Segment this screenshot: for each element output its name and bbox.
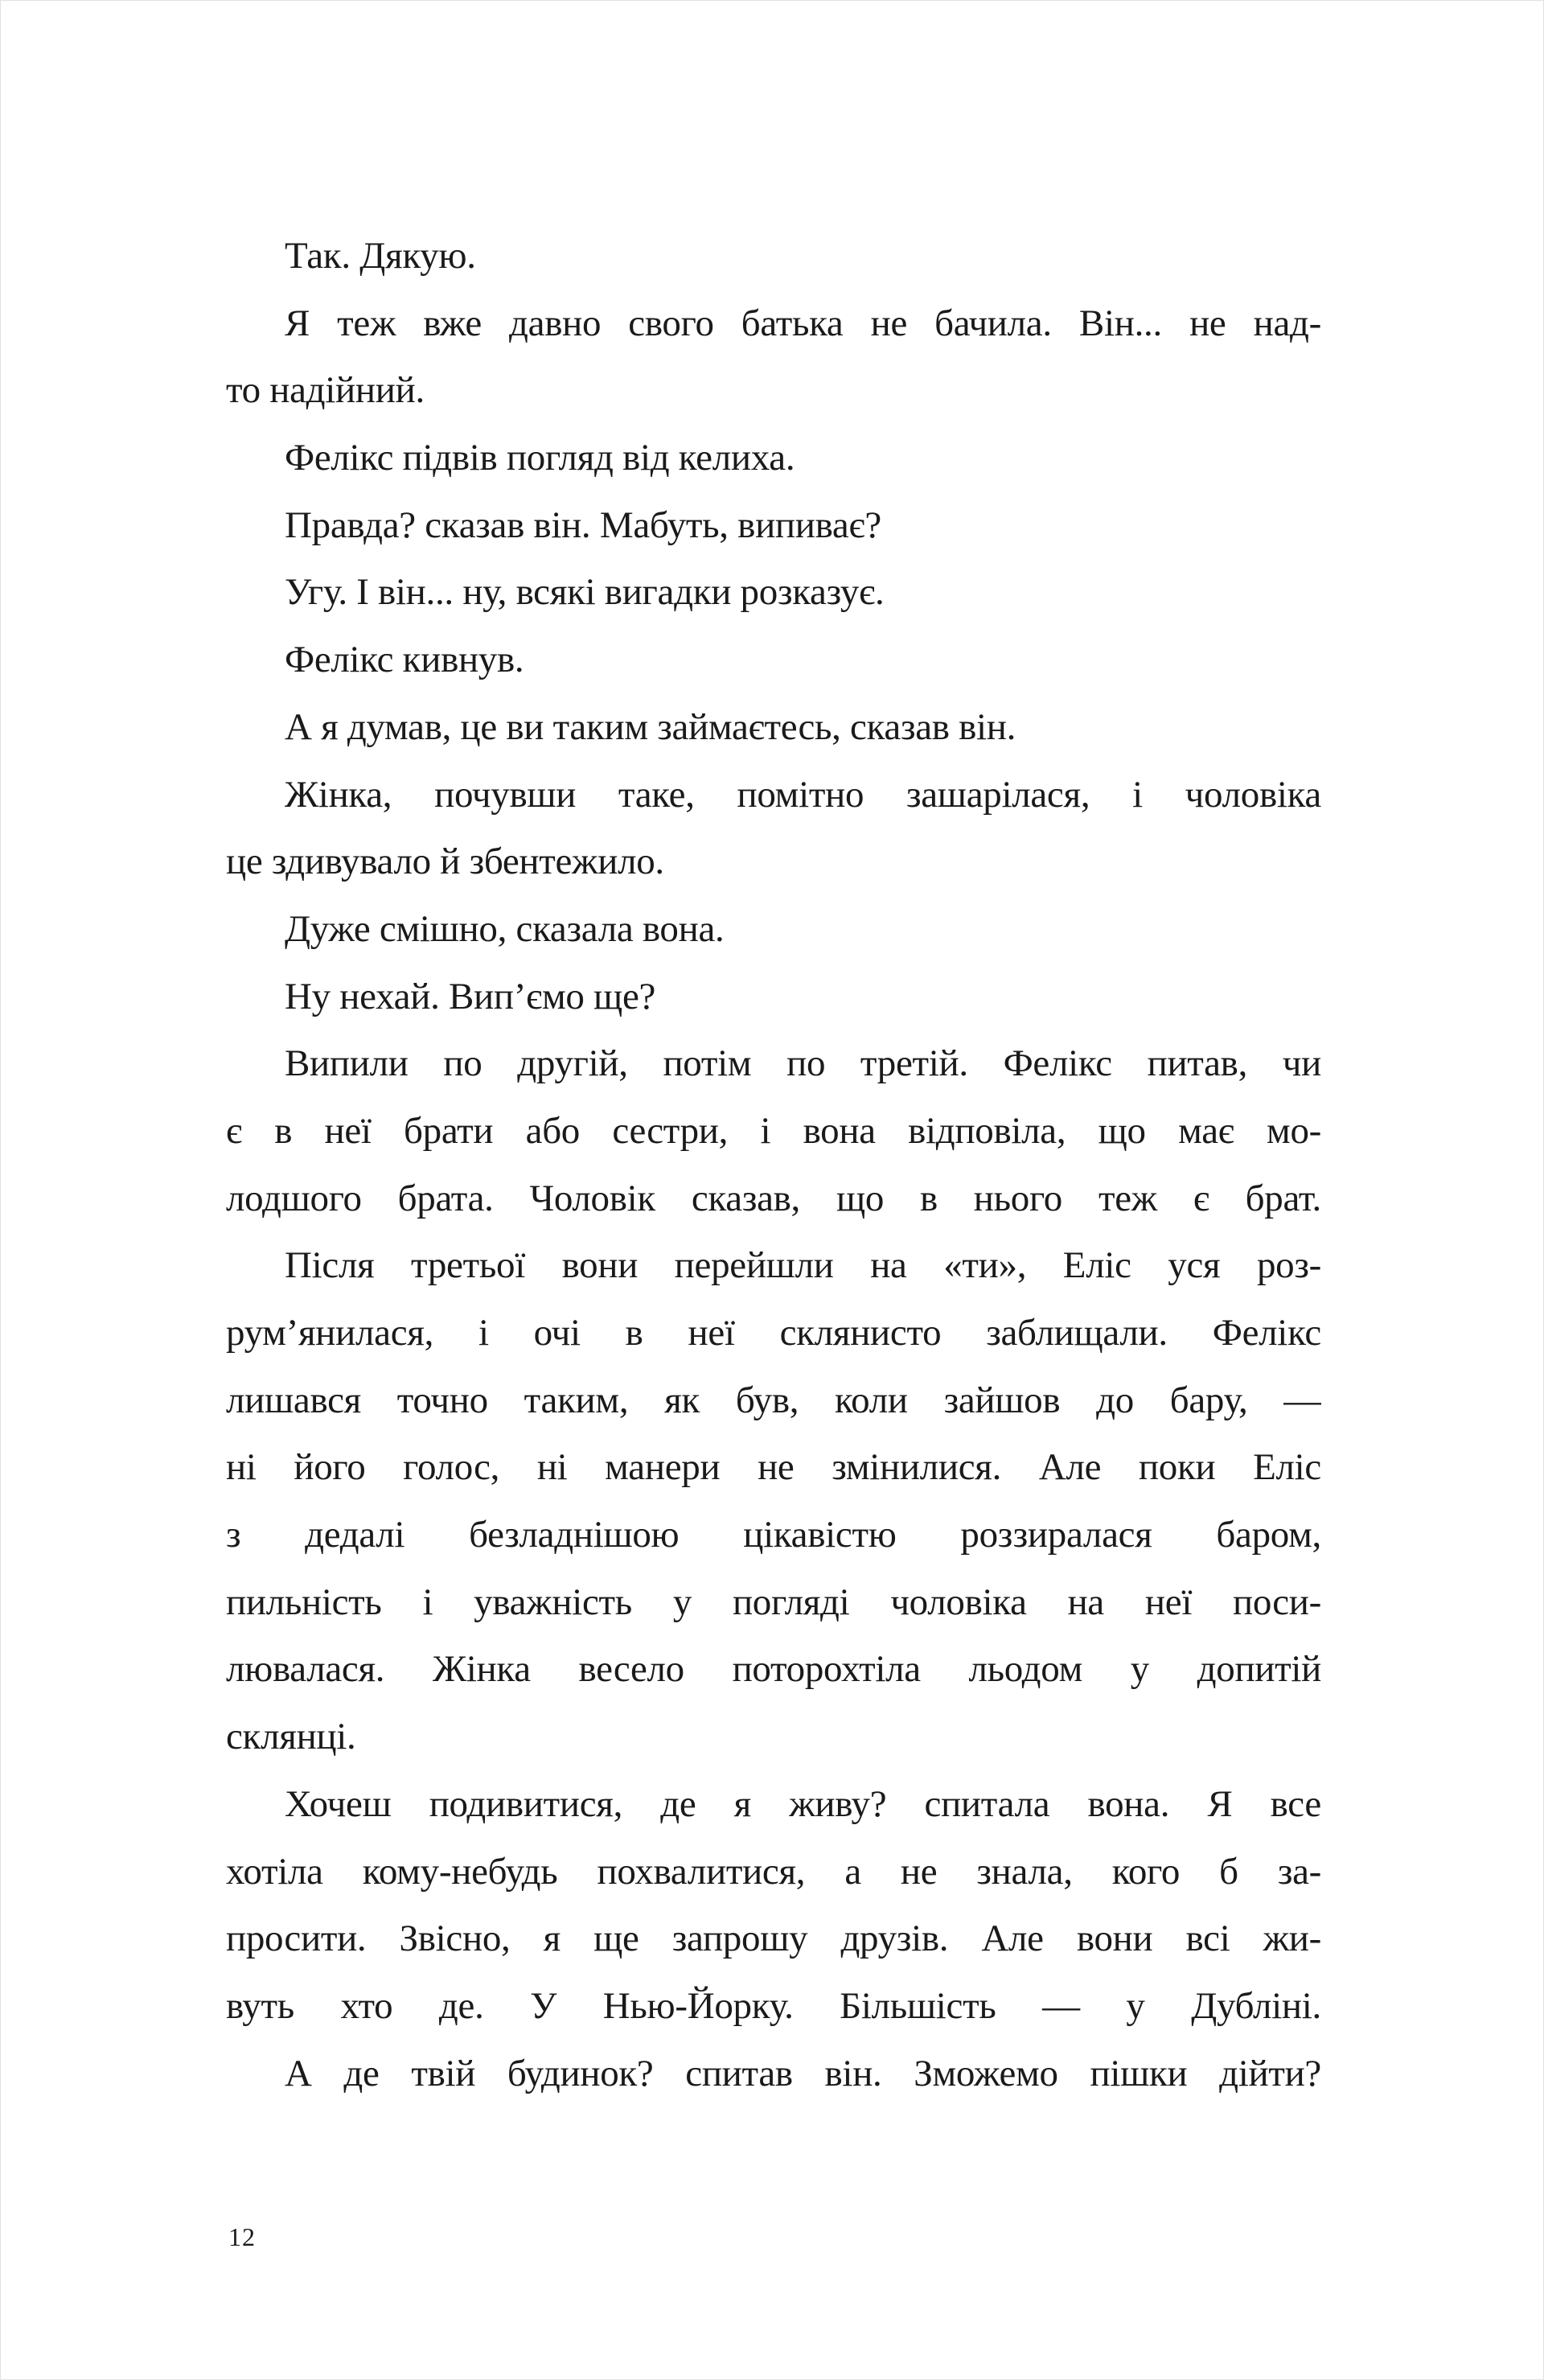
text-line: Жінка, почувши таке, помітно зашарілася, і чоловіка bbox=[285, 773, 1321, 816]
text-line: Хочеш подивитися, де я живу? спитала вона. Я все bbox=[285, 1782, 1321, 1825]
text-line: лювалася. Жінка весело поторохтіла льодом у допитій bbox=[226, 1648, 1321, 1691]
text-line: Після третьої вони перейшли на «ти», Еліс уся роз- bbox=[285, 1244, 1321, 1287]
text-line: Ну нехай. Вип’ємо ще? bbox=[285, 975, 656, 1017]
text-line: Випили по другій, потім по третій. Фелікс питав, чи bbox=[285, 1042, 1321, 1085]
text-line: А я думав, це ви таким займаєтесь, сказав він. bbox=[285, 705, 1016, 748]
text-line: є в неї брати або сестри, і вона відповіла, що має мо- bbox=[226, 1109, 1321, 1152]
text-line: вуть хто де. У Нью-Йорку. Більшість — у Дубліні. bbox=[226, 1984, 1321, 2027]
text-line: Угу. І він... ну, всякі вигадки розказує. bbox=[285, 571, 885, 614]
text-line: пильність і уважність у погляді чоловіка на неї поси- bbox=[226, 1581, 1321, 1623]
text-line: Фелікс підвів погляд від келиха. bbox=[285, 437, 795, 479]
text-line: це здивувало й збентежило. bbox=[226, 841, 664, 883]
text-line: Дуже смішно, сказала вона. bbox=[285, 907, 725, 950]
text-line: А де твій будинок? спитав він. Зможемо пішки дійти? bbox=[285, 2052, 1321, 2094]
text-line: Правда? сказав він. Мабуть, випиває? bbox=[285, 504, 881, 546]
body-text bbox=[226, 223, 1321, 2107]
text-line: просити. Звісно, я ще запрошу друзів. Але вони всі жи- bbox=[226, 1918, 1321, 1960]
text-line: то надійний. bbox=[226, 369, 425, 412]
text-line: склянці. bbox=[226, 1716, 356, 1758]
page-number: 12 bbox=[228, 2222, 256, 2251]
text-line: лодшого брата. Чоловік сказав, що в нього теж є брат. bbox=[226, 1177, 1321, 1219]
text-line: Я теж вже давно свого батька не бачила. Він... не над- bbox=[285, 302, 1321, 344]
text-line: з дедалі безладнішою цікавістю роззиралася баром, bbox=[226, 1514, 1321, 1556]
text-line: рум’янилася, і очі в неї склянисто заблищали. Фелікс bbox=[226, 1312, 1321, 1354]
text-line: ні його голос, ні манери не змінилися. Але поки Еліс bbox=[226, 1446, 1321, 1489]
text-line: лишався точно таким, як був, коли зайшов до бару, — bbox=[226, 1379, 1321, 1421]
text-line: хотіла кому-небудь похвалитися, а не знала, кого б за- bbox=[226, 1850, 1321, 1893]
text-line: Фелікс кивнув. bbox=[285, 639, 524, 681]
text-line: Так. Дякую. bbox=[285, 235, 476, 277]
